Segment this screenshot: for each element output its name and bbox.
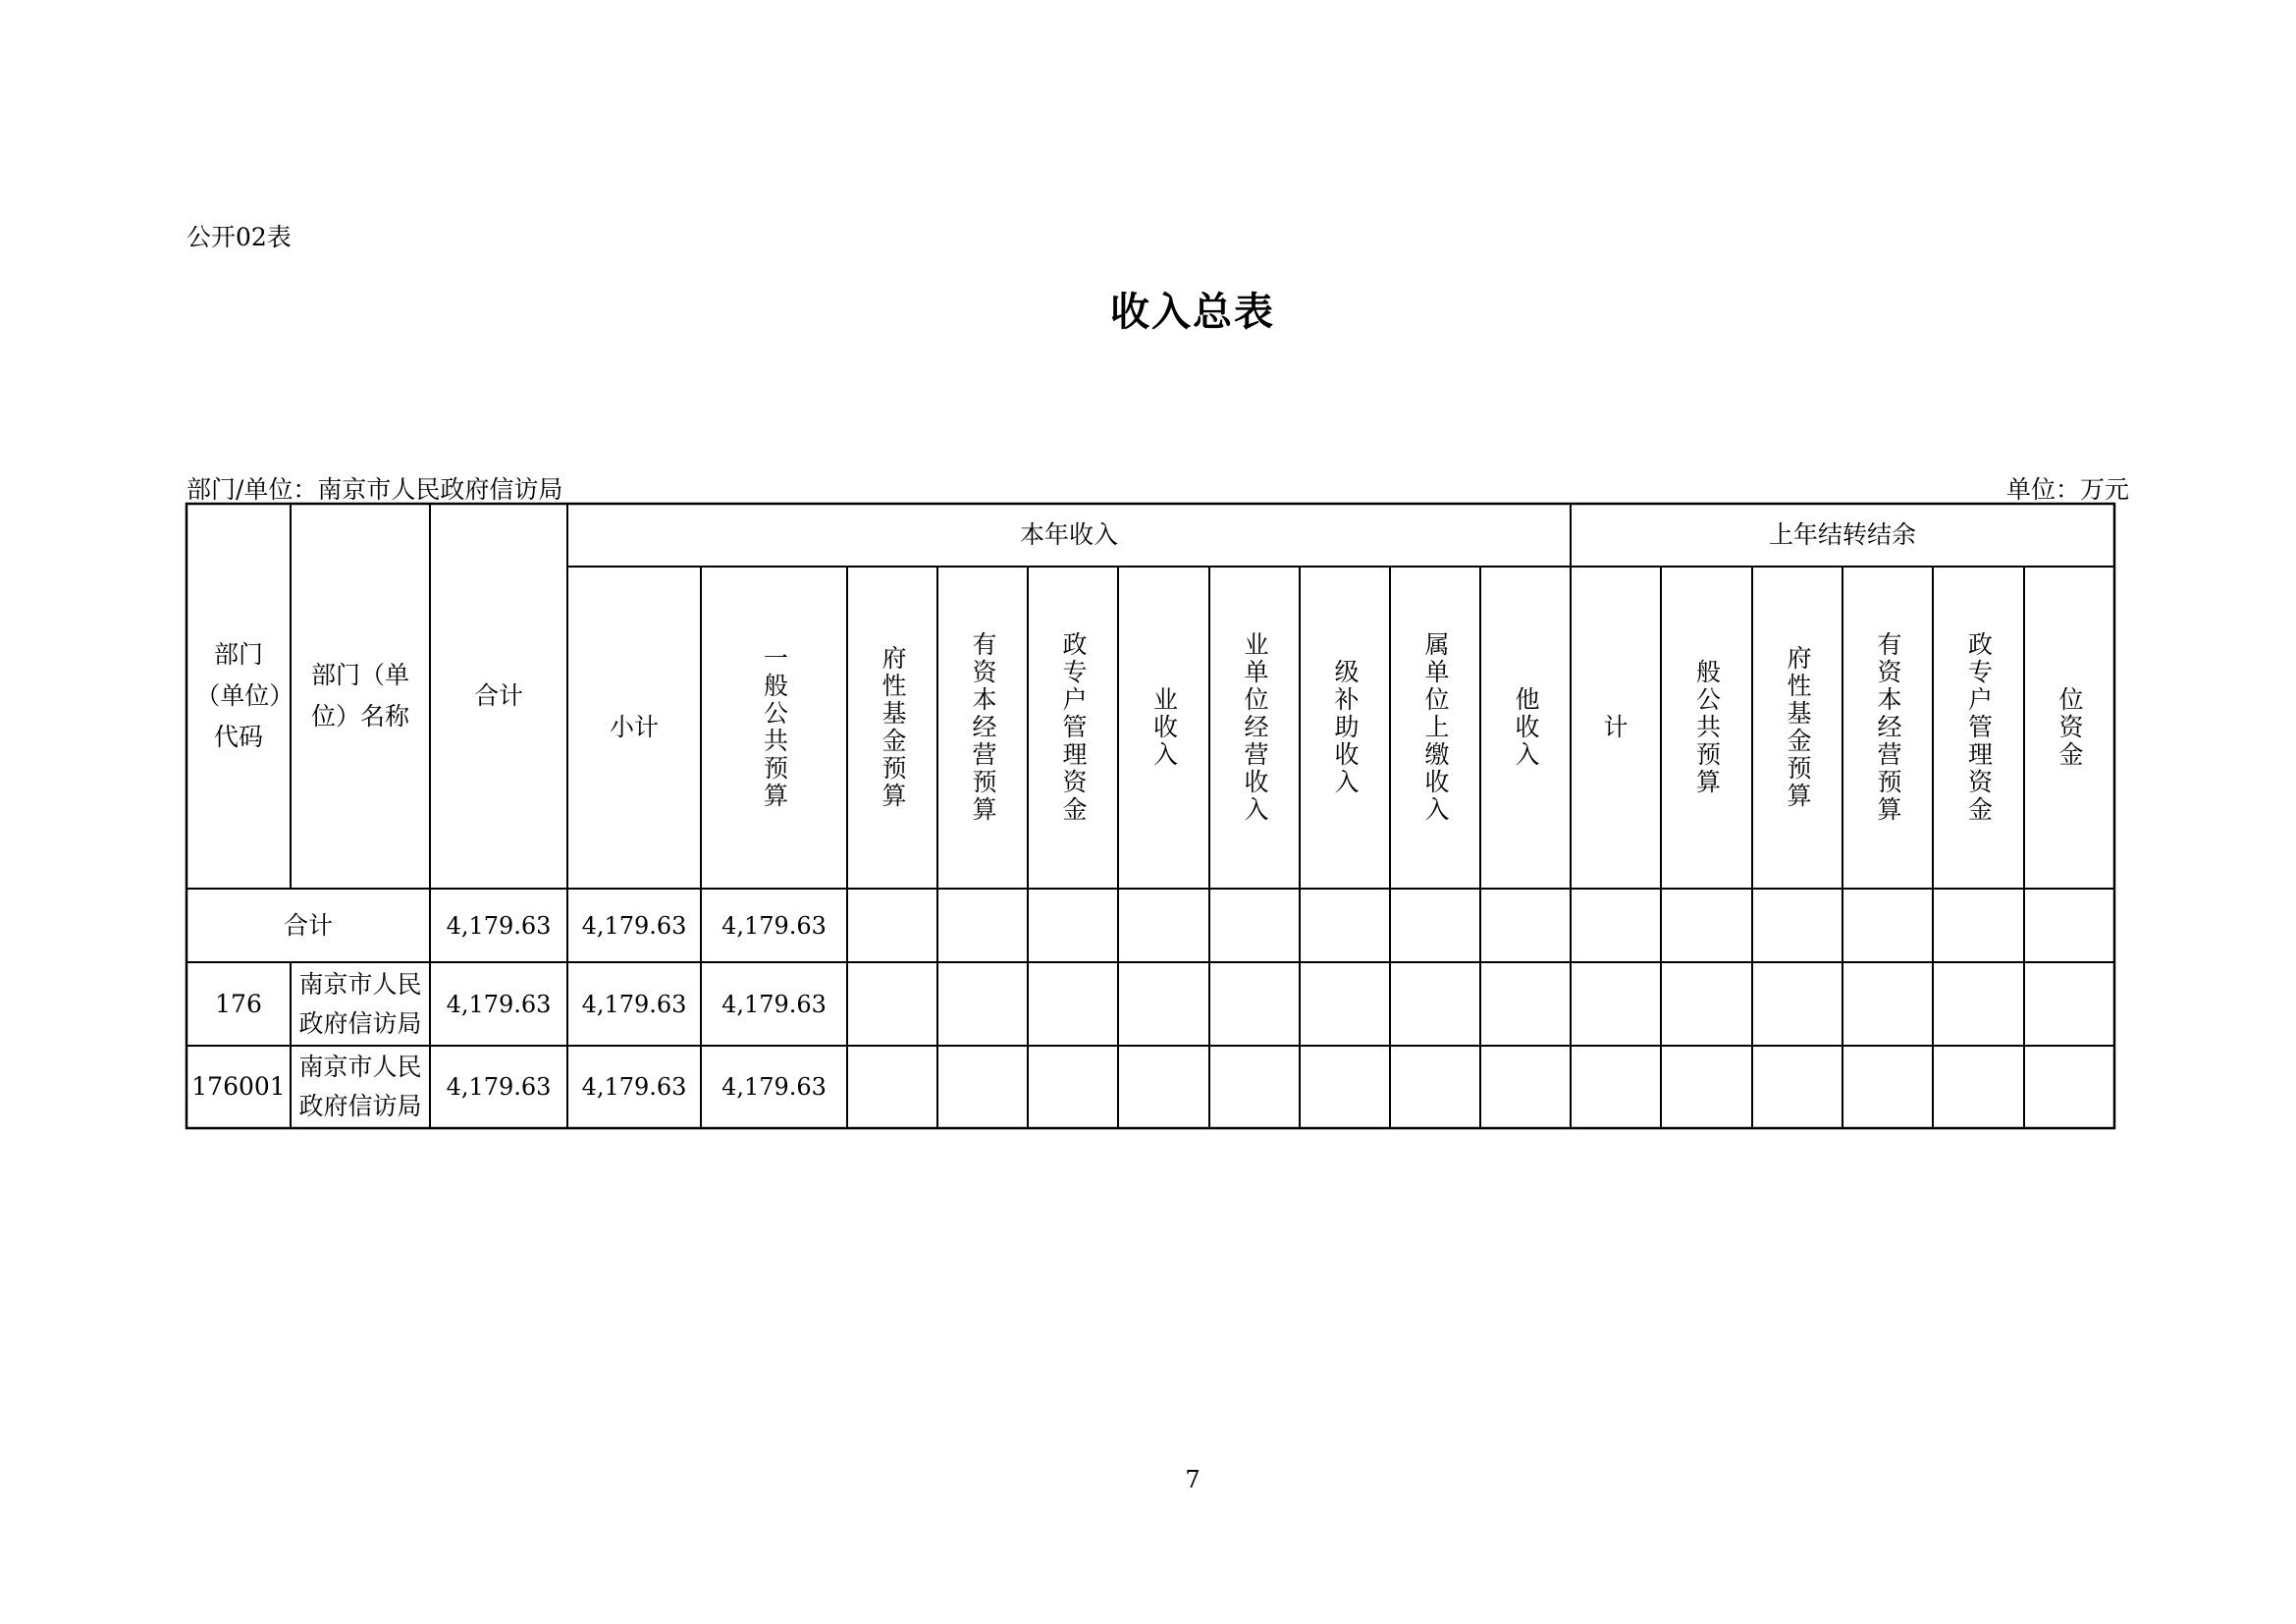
table-cell: 4,179.63 [721, 1073, 827, 1101]
table-cell: 4,179.63 [721, 990, 827, 1018]
header-subtotal: 小计 [609, 713, 659, 741]
header-ly-total: 计 [1603, 713, 1629, 741]
header-dept-name: 部门（单位）名称 [310, 661, 409, 731]
form-number: 公开02表 [187, 223, 292, 251]
header-operating-income: 业单位经营收入 [1241, 631, 1269, 824]
table-cell: 4,179.63 [581, 911, 687, 940]
table-cell: 南京市人民政府信访局 [298, 969, 422, 1038]
header-subsidy-income: 级补助收入 [1331, 659, 1360, 796]
table-cell: 4,179.63 [446, 1073, 552, 1101]
header-ly-gov-fund: 府性基金预算 [1784, 645, 1812, 810]
header-gov-fund: 府性基金预算 [879, 645, 907, 810]
header-dept-code: 部门（单位）代码 [195, 640, 282, 751]
row-total-label: 合计 [283, 910, 333, 940]
table-cell: 4,179.63 [581, 1073, 687, 1101]
header-general-budget: 一般公共预算 [760, 645, 789, 810]
unit-label: 单位：万元 [2005, 475, 2129, 504]
header-other-income: 他收入 [1512, 686, 1540, 769]
header-current-year: 本年收入 [1019, 520, 1118, 549]
header-ly-state-capital: 有资本经营预算 [1874, 631, 1902, 824]
table-cell: 4,179.63 [581, 990, 687, 1018]
header-state-capital: 有资本经营预算 [969, 631, 997, 824]
header-remitted-income: 属单位上缴收入 [1421, 631, 1450, 824]
header-business-income: 业收入 [1149, 686, 1179, 769]
table-cell: 4,179.63 [446, 911, 552, 940]
page-number: 7 [1185, 1466, 1201, 1493]
table-cell: 4,179.63 [446, 990, 552, 1018]
header-special-account: 政专户管理资金 [1059, 631, 1088, 824]
table-cell: 南京市人民政府信访局 [298, 1053, 422, 1120]
table-cell: 176 [215, 989, 262, 1018]
header-ly-general-budget: 般公共预算 [1692, 659, 1722, 796]
header-last-year: 上年结转结余 [1768, 520, 1916, 549]
department-label: 部门/单位：南京市人民政府信访局 [187, 475, 563, 504]
header-ly-unit-fund: 位资金 [2056, 686, 2084, 769]
header-total: 合计 [473, 681, 523, 710]
page-title: 收入总表 [1110, 289, 1275, 335]
header-ly-special-account: 政专户管理资金 [1964, 631, 1994, 824]
table-cell: 4,179.63 [721, 911, 827, 940]
table-cell: 176001 [191, 1072, 286, 1101]
